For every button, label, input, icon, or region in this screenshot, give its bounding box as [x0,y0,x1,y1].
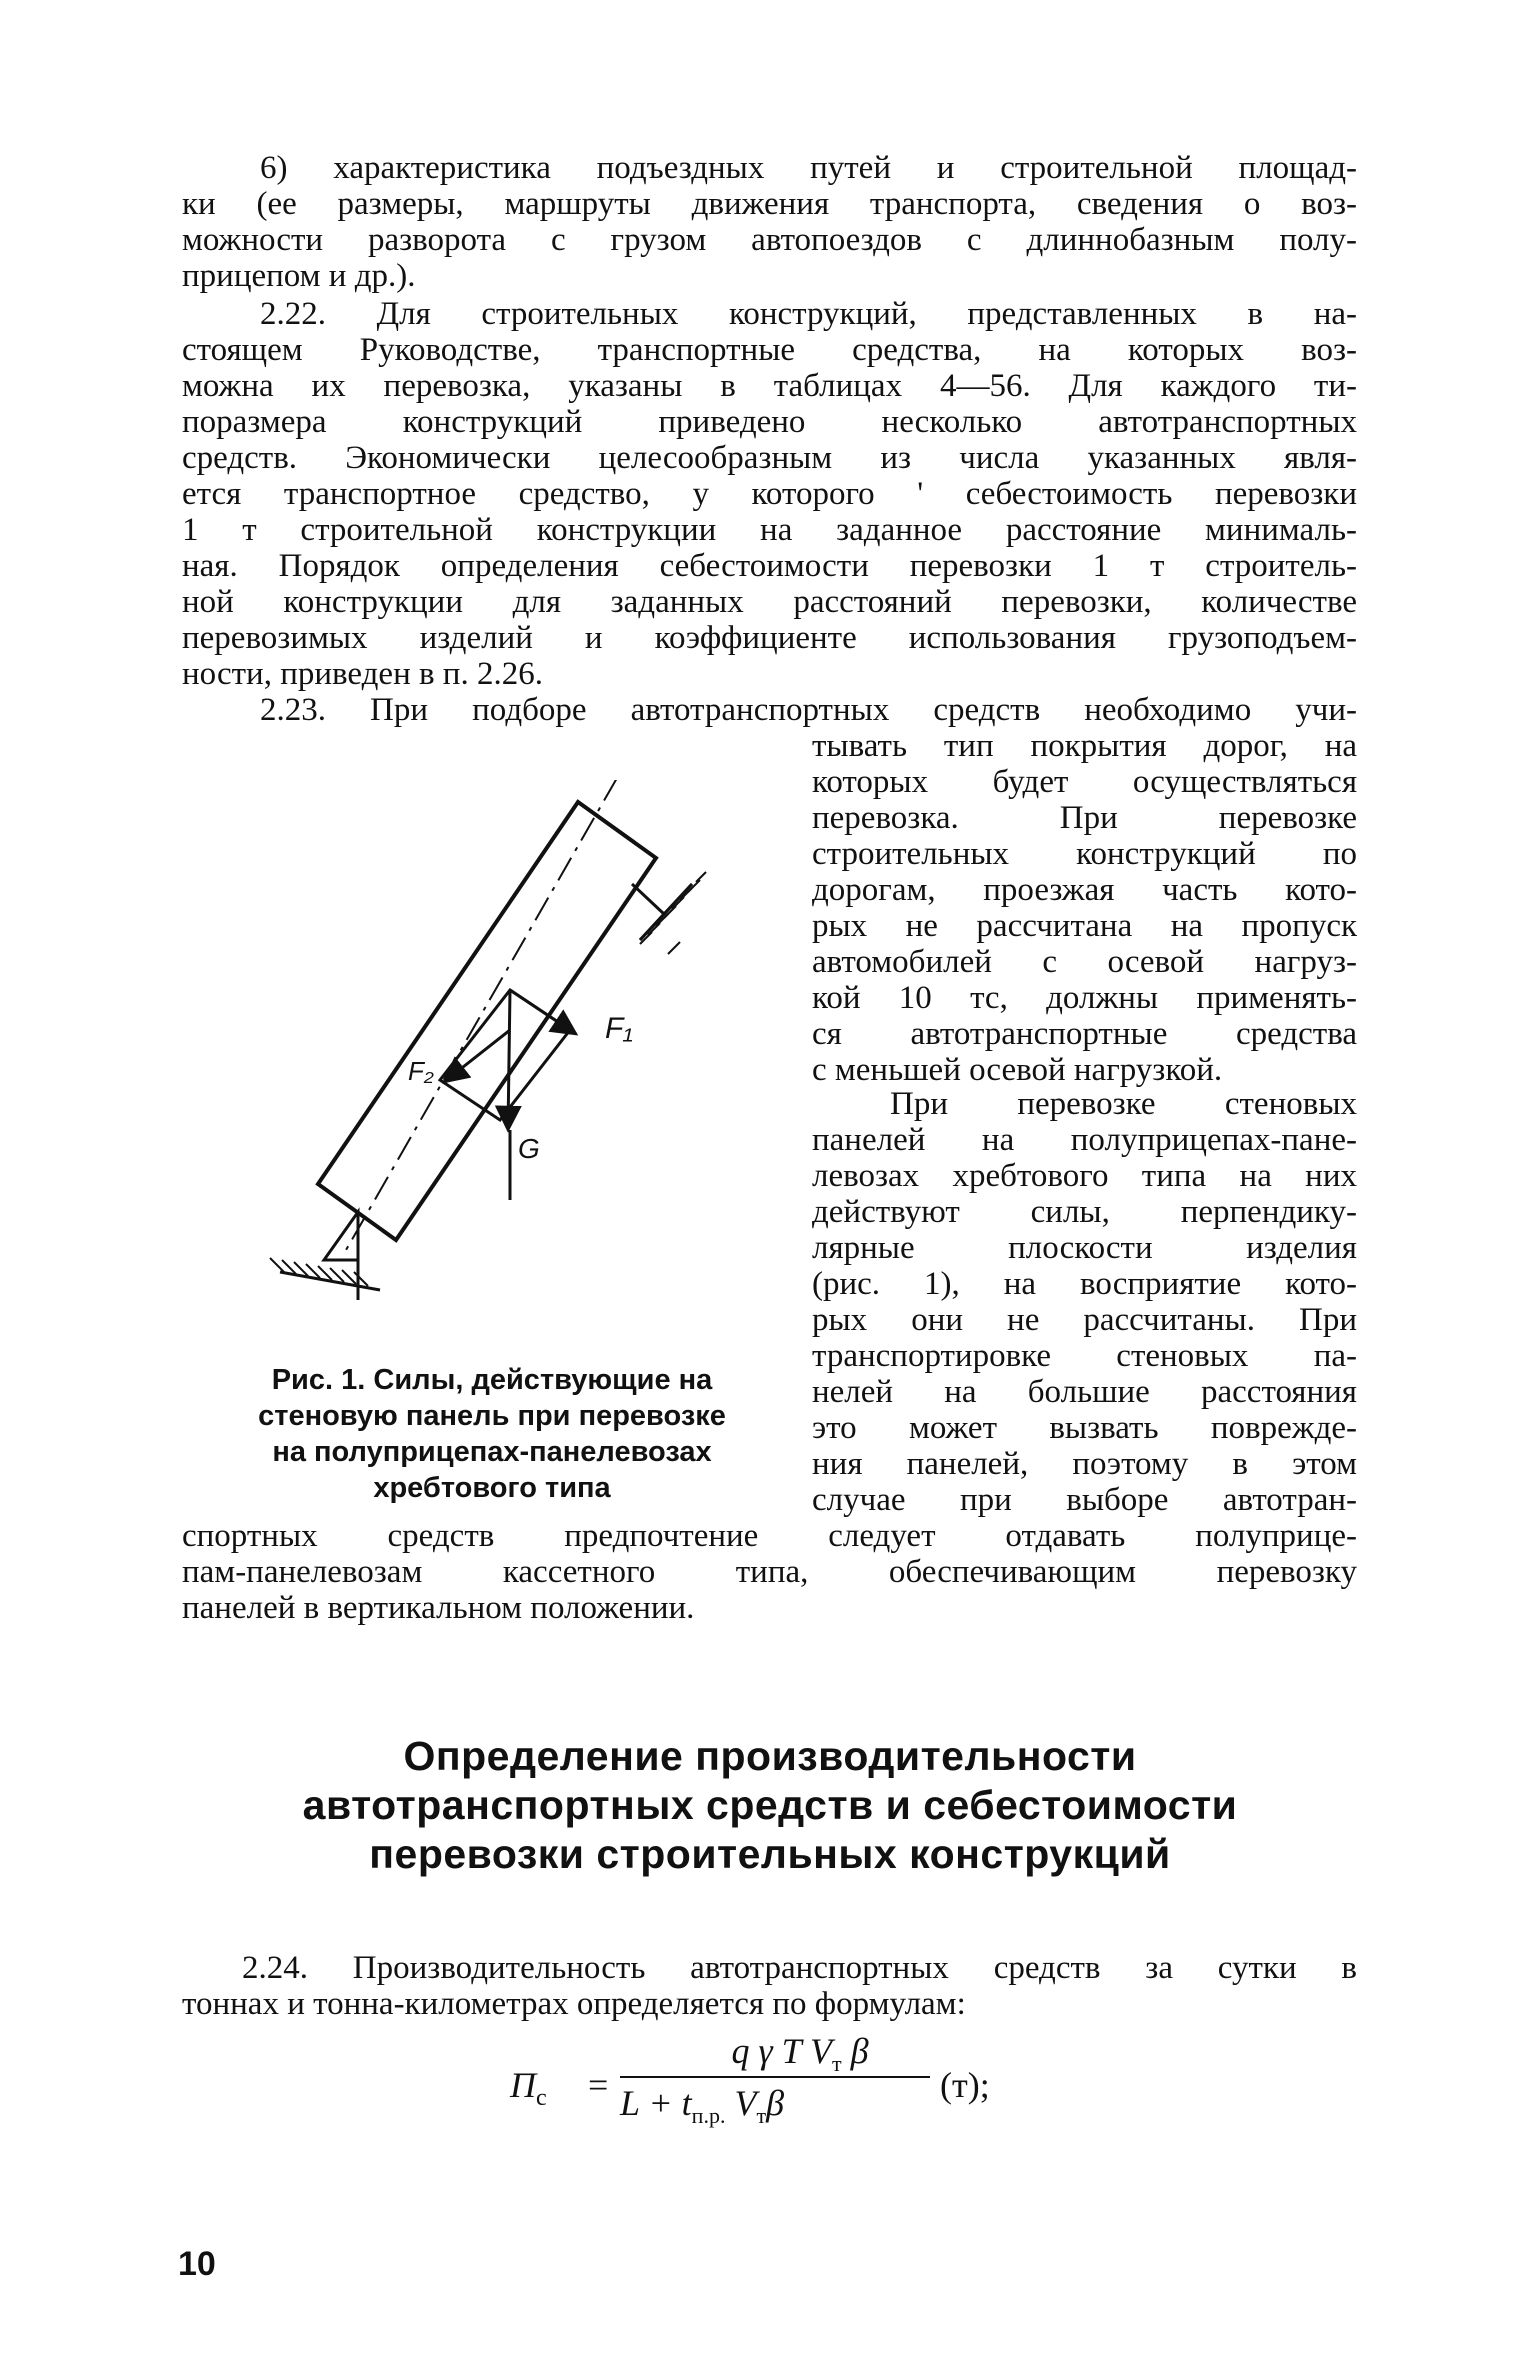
heading-line: перевозки строительных конструкций [369,1831,1171,1877]
text-line: автомобилей с осевой нагруз- [812,944,1357,980]
heading-line: Определение производительности [403,1733,1137,1779]
paragraph-wall-panels-column [812,1086,1357,1518]
productivity-formula [510,2030,1030,2140]
text-line: действуют силы, перпендику- [812,1194,1357,1230]
force-diagram [436,990,576,1200]
upper-support-icon [632,872,706,954]
text-line: левозах хребтового типа на них [812,1158,1357,1194]
force-label-g: G [518,1133,540,1164]
fraction-bar [620,2076,930,2078]
text-line: (рис. 1), на восприятие кото- [812,1266,1357,1302]
force-label-f2: F₂ [408,1056,434,1086]
text-line: панелей на полуприцепах-пане- [812,1122,1357,1158]
paragraph-2-22 [182,296,1357,692]
caption-line: Рис. 1. Силы, действующие на [271,1364,713,1396]
paragraph-2-24 [182,1950,1357,2022]
numerator-subscript: т [831,2051,842,2077]
text-line: случае при выборе автотран- [812,1482,1357,1518]
section-heading [180,1732,1360,1879]
text-line: спортных средств предпочтение следует отдавать полуприце- [182,1518,1357,1554]
text-line: средств. Экономически целесообразным из числа указанных явля- [182,440,1357,476]
force-label-f1: F₁ [605,1012,633,1045]
text-line: панелей в вертикальном положении. [182,1590,695,1626]
text-line: нелей на большие расстояния [812,1374,1357,1410]
paragraph-road-characteristics [182,150,1357,294]
text-line: При перевозке стеновых [890,1086,1357,1122]
text-line: 2.23. При подборе автотранспортных средств необходимо учи- [260,692,1357,728]
text-line: ния панелей, поэтому в этом [812,1446,1357,1482]
denominator-speed: V [725,2083,757,2123]
formula-lhs [510,2064,547,2112]
text-line: кой 10 тс, должны применять- [812,980,1357,1016]
text-line: 1 т строительной конструкции на заданное расстояние минималь- [182,512,1357,548]
formula-denominator [620,2082,930,2129]
denominator-beta: β [766,2083,785,2123]
text-line: лярные плоскости изделия [812,1230,1357,1266]
denominator-text: L + t [620,2083,692,2123]
text-line: прицепом и др.). [182,258,416,294]
text-line: ная. Порядок определения себестоимости перевозки 1 т строитель- [182,548,1357,584]
text-line: ется транспортное средство, у которого ' себестоимость перевозки [182,476,1357,512]
numerator-text: q γ T V [731,2031,832,2071]
text-line: можности разворота с грузом автопоездов с длиннобазным полу- [182,222,1357,258]
paragraph-wall-panels-continuation [182,1518,1357,1626]
text-line: можна их перевозка, указаны в таблицах 4—56. Для каждого ти- [182,368,1357,404]
caption-line: хребтового типа [373,1472,611,1504]
text-line: ной конструкции для заданных расстояний перевозки, количестве [182,584,1357,620]
text-line: строительных конструкций по [812,836,1357,872]
text-line: пам-панелевозам кассетного типа, обеспечивающим перевозку [182,1554,1357,1590]
figure-panel-forces [260,780,740,1340]
text-line: перевозимых изделий и коэффициенте использования грузоподъем- [182,620,1357,656]
text-line: дорогам, проезжая часть кото- [812,872,1357,908]
text-line: поразмера конструкций приведено несколько автотранспортных [182,404,1357,440]
page-number: 10 [178,2245,216,2283]
denominator-subscript: п.р. [691,2103,726,2129]
text-line: 6) характеристика подъездных путей и строительной площад- [260,150,1357,186]
formula-lhs-subscript: с [536,2085,547,2112]
formula-unit: (т); [940,2065,990,2105]
text-line: 2.24. Производительность автотранспортных средств за сутки в [242,1950,1357,1986]
text-line: стоящем Руководстве, транспортные средства, на которых воз- [182,332,1357,368]
formula-equals: = [588,2065,609,2105]
caption-line: стеновую панель при перевозке [258,1400,726,1432]
denominator-subscript-2: т [756,2103,767,2129]
text-line: рых не рассчитана на пропуск [812,908,1357,944]
text-line: перевозка. При перевозке [812,800,1357,836]
formula-numerator [670,2030,930,2077]
text-line: транспортировке стеновых па- [812,1338,1357,1374]
heading-line: автотранспортных средств и себестоимости [302,1782,1238,1828]
text-line: тоннах и тонна-километрах определяется по формулам: [182,1986,966,2022]
text-line: это может вызвать поврежде- [812,1410,1357,1446]
lower-support-icon [270,1212,380,1300]
text-line: тывать тип покрытия дорог, на [812,728,1357,764]
numerator-beta: β [841,2031,869,2071]
text-line: рых они не рассчитаны. При [812,1302,1357,1338]
text-line: ности, приведен в п. 2.26. [182,656,543,692]
caption-line: на полуприцепах-панелевозах [272,1436,712,1468]
formula-lhs-symbol: П [510,2065,536,2105]
paragraph-2-23-column [812,728,1357,1088]
text-line: которых будет осуществляться [812,764,1357,800]
text-line: с меньшей осевой нагрузкой. [812,1052,1223,1088]
text-line: ся автотранспортные средства [812,1016,1357,1052]
paragraph-2-23-first-line [182,692,1357,728]
text-line: 2.22. Для строительных конструкций, представленных в на- [260,296,1357,332]
figure-caption [232,1362,752,1506]
text-line: ки (ее размеры, маршруты движения транспорта, сведения о воз- [182,186,1357,222]
